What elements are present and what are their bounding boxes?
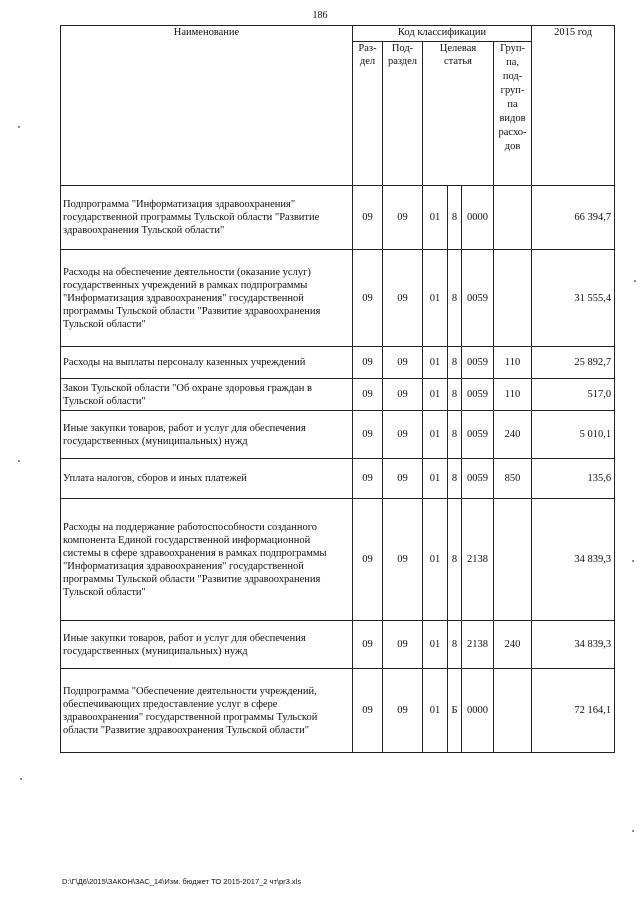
row-name: Иные закупки товаров, работ и услуг для обеспечения государственных (муниципальных) нужд (61, 621, 353, 669)
row-podrazdel: 09 (383, 186, 423, 250)
row-podrazdel: 09 (383, 250, 423, 347)
row-expense-type (494, 499, 532, 621)
row-cs-direction: 0059 (462, 347, 494, 379)
header-name: Наименование (61, 26, 353, 186)
table-row (61, 186, 615, 250)
row-cs-direction: 0059 (462, 411, 494, 459)
row-cs-direction: 2138 (462, 499, 494, 621)
row-name: Подпрограмма "Информатизация здравоохранения" государственной программы Тульской области "Развитие здравоохранения Тульской области" (61, 186, 353, 250)
row-razdel: 09 (353, 347, 383, 379)
row-amount: 34 839,3 (532, 499, 615, 621)
row-name: Уплата налогов, сборов и иных платежей (61, 459, 353, 499)
table-row (61, 669, 615, 753)
row-name: Расходы на выплаты персоналу казенных учреждений (61, 347, 353, 379)
page-number: 186 (312, 10, 328, 21)
row-cs-direction: 0059 (462, 379, 494, 411)
scan-speck (632, 830, 634, 832)
scan-speck (634, 280, 636, 282)
table-row (61, 379, 615, 411)
budget-table (60, 25, 615, 753)
row-expense-type: 240 (494, 621, 532, 669)
row-amount: 517,0 (532, 379, 615, 411)
table-row (61, 347, 615, 379)
row-cs-program: 01 (423, 411, 448, 459)
row-cs-subprogram: 8 (448, 459, 462, 499)
row-amount: 34 839,3 (532, 621, 615, 669)
row-amount: 66 394,7 (532, 186, 615, 250)
row-amount: 72 164,1 (532, 669, 615, 753)
row-expense-type (494, 250, 532, 347)
scan-speck (20, 778, 22, 780)
header-razdel: Раз- дел (353, 42, 383, 186)
row-cs-subprogram: 8 (448, 411, 462, 459)
row-cs-program: 01 (423, 250, 448, 347)
row-amount: 25 892,7 (532, 347, 615, 379)
row-podrazdel: 09 (383, 347, 423, 379)
row-podrazdel: 09 (383, 669, 423, 753)
row-razdel: 09 (353, 411, 383, 459)
row-expense-type: 110 (494, 347, 532, 379)
row-amount: 135,6 (532, 459, 615, 499)
scan-speck (632, 560, 634, 562)
row-podrazdel: 09 (383, 459, 423, 499)
row-cs-direction: 0059 (462, 250, 494, 347)
row-name: Закон Тульской области "Об охране здоровья граждан в Тульской области" (61, 379, 353, 411)
row-cs-subprogram: 8 (448, 499, 462, 621)
row-cs-subprogram: Б (448, 669, 462, 753)
row-cs-subprogram: 8 (448, 379, 462, 411)
header-gruppa: Груп- па, под- груп- па видов расхо- дов (494, 42, 532, 186)
row-expense-type (494, 186, 532, 250)
row-razdel: 09 (353, 621, 383, 669)
row-cs-subprogram: 8 (448, 250, 462, 347)
row-razdel: 09 (353, 250, 383, 347)
row-cs-program: 01 (423, 459, 448, 499)
row-razdel: 09 (353, 499, 383, 621)
row-cs-direction: 0000 (462, 186, 494, 250)
row-cs-program: 01 (423, 347, 448, 379)
row-cs-program: 01 (423, 621, 448, 669)
row-cs-direction: 0059 (462, 459, 494, 499)
row-razdel: 09 (353, 459, 383, 499)
row-expense-type: 850 (494, 459, 532, 499)
row-amount: 31 555,4 (532, 250, 615, 347)
row-cs-program: 01 (423, 186, 448, 250)
header-year: 2015 год (532, 26, 615, 186)
table-row (61, 250, 615, 347)
row-amount: 5 010,1 (532, 411, 615, 459)
scan-speck (18, 126, 20, 128)
row-razdel: 09 (353, 186, 383, 250)
row-expense-type: 110 (494, 379, 532, 411)
row-cs-subprogram: 8 (448, 186, 462, 250)
table-row (61, 621, 615, 669)
row-cs-program: 01 (423, 379, 448, 411)
row-name: Иные закупки товаров, работ и услуг для обеспечения государственных (муниципальных) нужд (61, 411, 353, 459)
row-name: Расходы на обеспечение деятельности (оказание услуг) государственных учреждений в рамках подпрограммы "Информатизация здравоохранения" государственной программы Тульской области "Развитие здравоохранения Тульской области" (61, 250, 353, 347)
row-razdel: 09 (353, 669, 383, 753)
file-path: D:\Г\Д6\2015\ЗАКОН\ЗАС_14\Изм. бюджет ТО 2015-2017_2 чт\pr3.xls (62, 877, 302, 886)
row-podrazdel: 09 (383, 621, 423, 669)
row-razdel: 09 (353, 379, 383, 411)
header-tselevaya: Целевая статья (423, 42, 494, 186)
row-name: Расходы на поддержание работоспособности созданного компонента Единой государственной информационной системы в сфере здравоохранения в рамках подпрограммы "Информатизация здравоохранения" государственной программы Тульской области "Развитие здравоохранения Тульской области" (61, 499, 353, 621)
header-podrazdel: Под- раздел (383, 42, 423, 186)
scan-speck (18, 460, 20, 462)
row-expense-type (494, 669, 532, 753)
table-row (61, 459, 615, 499)
row-cs-direction: 0000 (462, 669, 494, 753)
table-row (61, 499, 615, 621)
header-code: Код классификации (353, 26, 532, 42)
row-cs-subprogram: 8 (448, 621, 462, 669)
row-podrazdel: 09 (383, 499, 423, 621)
row-cs-program: 01 (423, 669, 448, 753)
row-cs-subprogram: 8 (448, 347, 462, 379)
row-podrazdel: 09 (383, 379, 423, 411)
row-cs-program: 01 (423, 499, 448, 621)
row-podrazdel: 09 (383, 411, 423, 459)
row-cs-direction: 2138 (462, 621, 494, 669)
row-expense-type: 240 (494, 411, 532, 459)
row-name: Подпрограмма "Обеспечение деятельности учреждений, обеспечивающих предоставление услуг в сфере здравоохранения" государственной программы Тульской области "Развитие здравоохранения Тульской области" (61, 669, 353, 753)
table-row (61, 411, 615, 459)
